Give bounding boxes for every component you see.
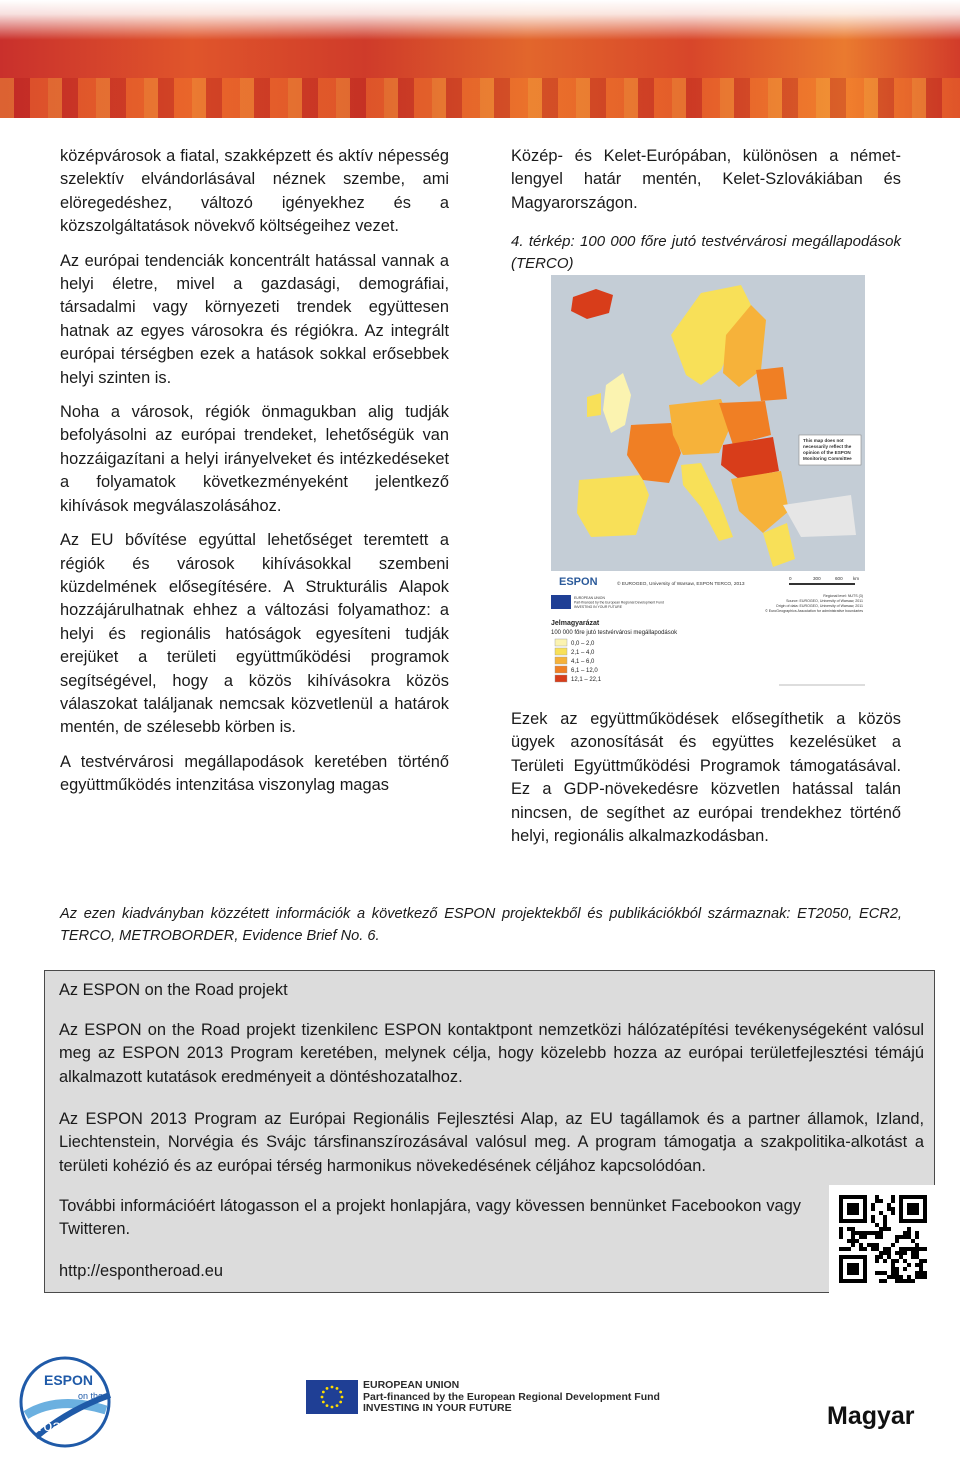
map-espon-label: ESPON — [559, 576, 598, 588]
legend-swatch — [555, 666, 567, 673]
map-scale-label: km — [853, 576, 860, 581]
qr-code-icon[interactable] — [829, 1185, 937, 1293]
legend-label: 12,1 – 22,1 — [571, 677, 602, 683]
legend-swatch — [555, 639, 567, 646]
sources-note: Az ezen kiadványban közzétett információk a következő ESPON projektekből és publikációkból származnak: ET2050, ECR2, TERCO, METROBORDER, Evidence Brief No. 6. — [60, 906, 902, 944]
espon-on-the-road-logo[interactable] — [18, 1355, 113, 1450]
eu-line: INVESTING IN YOUR FUTURE — [363, 1402, 512, 1414]
map-disclaimer-line: This map does not — [803, 438, 844, 443]
legend-subtitle: 100 000 főre jutó testvérvárosi megállapodások — [551, 630, 678, 636]
eu-line: EUROPEAN UNION — [363, 1379, 460, 1391]
legend-swatch — [555, 675, 567, 682]
paragraph: középvárosok a fiatal, szakképzett és aktív népesség szelektív elvándorlásával néznek szembe, ami elöregedéshez, változó igényekhez és a közszolgáltatások növekvő költségeihez vezet. — [60, 147, 449, 236]
map-iberia — [577, 475, 649, 537]
legend-label: 0,0 – 2,0 — [571, 641, 595, 647]
map-credit-line: Source: EUROGEO, University of Warsaw, 2011 — [786, 599, 863, 603]
info-box-paragraph: Az ESPON on the Road projekt tizenkilenc ESPON kontaktpont nemzetközi hálózatépítési tevékenységeként valósul meg az ESPON 2013 Program keretében, melynek célja, hogy közelebb hozza az európai területfejlesztési témájú alkalmazott kutatások eredményeit a döntéshozatalhoz. — [59, 1021, 924, 1086]
map-disclaimer-line: Monitoring Committee — [803, 456, 852, 461]
paragraph: Az európai tendenciák koncentrált hatással vannak a helyi életre, mivel a gazdasági, demográfiai, társadalmi vagy környezeti trendek együttesen hatnak az egyes városokra és régiókra. Az integrált európai térségben ezek a hatások sokkal erősebbek helyi szinten is. — [60, 251, 449, 387]
header-banner — [0, 0, 960, 118]
legend-title: Jelmagyarázat — [551, 620, 600, 627]
paragraph: Az EU bővítése egyúttal lehetőséget teremtett a régiók és városok kihívásokkal szembeni küzdelmének elősegítésére. A Strukturális Alapok hozzájárulhatnak ehhez a változási folyamathoz: a helyi és regionális hatóságok egyesíteni tudják erejüket a területi együttműködési programok segítségével, hogy a közös kihívásokra közös válaszokat találjanak nemcsak közvetlenül a határok mentén, de szélesebb körben is. — [60, 531, 449, 737]
map-credit-line: Origin of data: EUROGEO, University of Warsaw, 2011 — [775, 604, 863, 608]
paragraph: A testvérvárosi megállapodások keretében történő együttműködés intenzitása viszonylag magas — [60, 752, 449, 795]
info-box-title: Az ESPON on the Road projekt — [59, 981, 288, 999]
left-column — [60, 145, 449, 809]
map-disclaimer-line: necessarily reflect the — [803, 444, 852, 449]
map-copyright: © EUROGEO, University of Warsaw, ESPON TERCO, 2013 — [617, 582, 745, 587]
right-column — [511, 145, 901, 286]
map-eu-flag — [551, 595, 571, 609]
map-credit-line: © EuroGeographics Association for administrative boundaries — [765, 609, 863, 613]
info-box-paragraph: Az ESPON 2013 Program az Európai Regionális Fejlesztési Alap, az EU tagállamok és a partner államok, Izland, Liechtenstein, Norvégia és Svájc társfinanszírozásával valósul meg. A program támogatja a szakpolitika-alkotást a területi kohézió és az európai térség harmonikus növekedésének céljához kapcsolódóan. — [59, 1110, 924, 1175]
map-scale-bar — [789, 583, 855, 585]
map-disclaimer-line: opinion of the ESPON — [803, 450, 851, 455]
map-eu-note-line: INVESTING IN YOUR FUTURE — [574, 605, 622, 609]
map-credit-line: Regional level: NUTS (3) — [823, 594, 863, 598]
legend-label: 2,1 – 4,0 — [571, 650, 595, 656]
logo-road-text: road — [38, 1418, 71, 1435]
map-caption: 4. térkép: 100 000 főre jutó testvérvárosi megállapodások (TERCO) — [511, 233, 901, 273]
legend — [555, 639, 602, 683]
info-box-paragraph: További információért látogasson el a projekt honlapjára, vagy kövessen bennünket Facebookon vagy Twitteren. — [59, 1197, 801, 1239]
eu-funding-block — [306, 1380, 666, 1416]
language-label: Magyar — [827, 1402, 915, 1430]
map-baltics — [756, 367, 787, 401]
map-scale-label: 0 — [789, 576, 792, 581]
legend-label: 4,1 – 6,0 — [571, 659, 595, 665]
legend-swatch — [555, 648, 567, 655]
map-eu-note-line: EUROPEAN UNION — [574, 596, 605, 600]
project-url[interactable]: http://espontheroad.eu — [59, 1262, 224, 1280]
eu-flag-icon — [306, 1380, 358, 1414]
paragraph: Noha a városok, régiók önmagukban alig tudják befolyásolni az európai trendeket, lehetőségük van hozzáigazítani a helyi irányelveket és intézkedéseket a folyamatok következményeként jelentkező kihívások megválaszolásához. — [60, 403, 449, 515]
eu-line: Part-financed by the European Regional Development Fund — [363, 1390, 660, 1403]
map-scale-label: 300 — [813, 576, 821, 581]
map-ireland — [587, 393, 601, 417]
info-box — [44, 970, 935, 1293]
twin-city-map — [551, 275, 865, 687]
legend-swatch — [555, 657, 567, 664]
map-scale-label: 600 — [835, 576, 843, 581]
logo-espon-text: ESPON — [44, 1372, 94, 1388]
eu-funding-text — [363, 1380, 660, 1415]
map-eu-note-line: Part-financed by the European Regional Development Fund — [574, 600, 664, 605]
paragraph: Ezek az együttműködések elősegíthetik a közös ügyek azonosítását és együttes kezelésüket a Területi Együttműködési Programok támogatásával. Ez a GDP-növekedésre közvetlen hatással talán nincsen, de segíthet az európai trendekhez történő helyi, regionális alkalmazkodásban. — [511, 710, 901, 846]
logo-on-the-text: on the — [78, 1391, 104, 1401]
map-footer-strip — [551, 571, 865, 591]
paragraph: Közép- és Kelet-Európában, különösen a német-lengyel határ mentén, Kelet-Szlovákiában és Magyarországon. — [511, 147, 901, 212]
right-column-lower — [511, 708, 901, 859]
legend-label: 6,1 – 12,0 — [571, 668, 598, 674]
